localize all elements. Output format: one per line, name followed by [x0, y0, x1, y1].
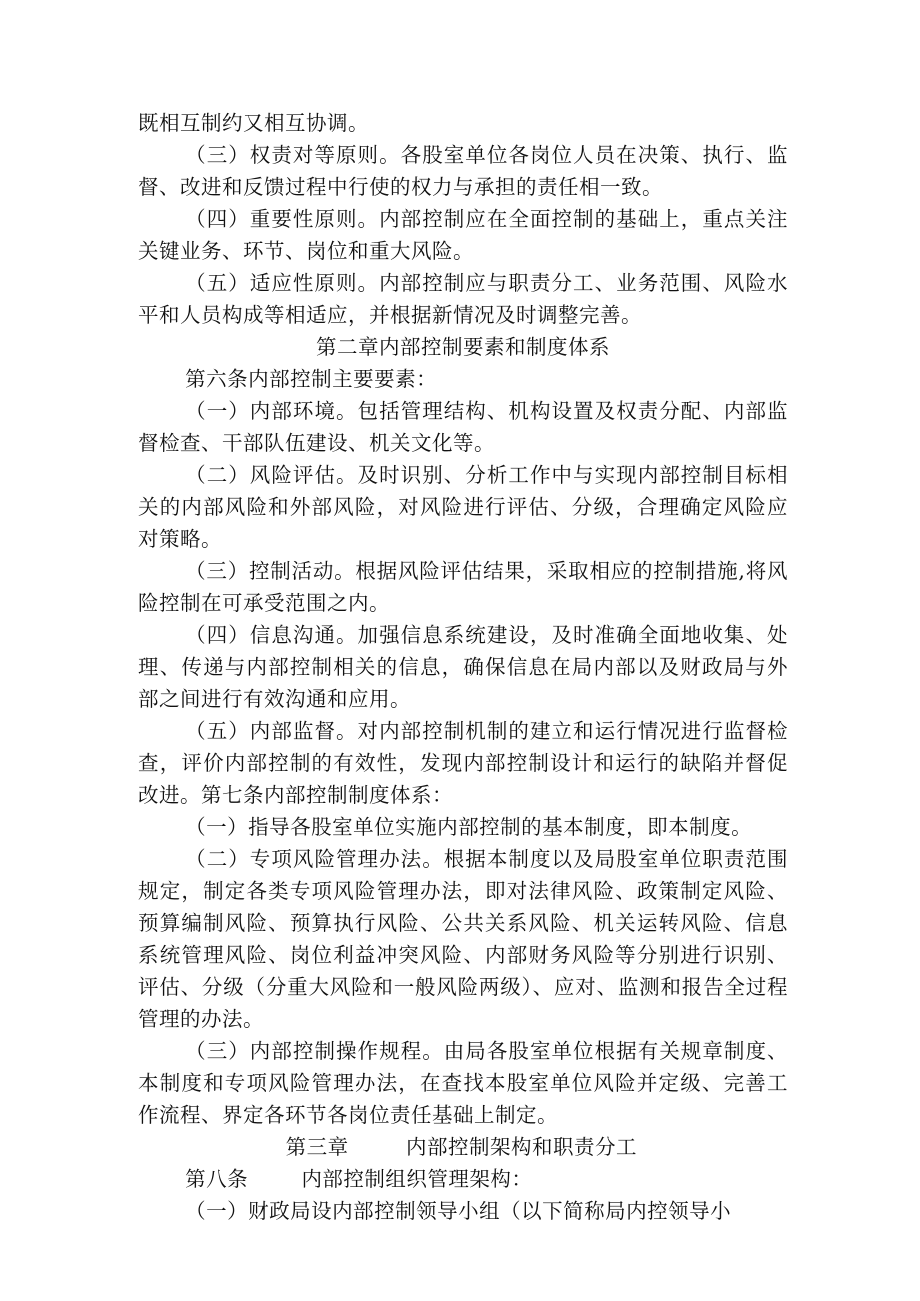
- paragraph-element-3: （三）控制活动。根据风险评估结果，采取相应的控制措施,将风险控制在可承受范围之内。: [138, 559, 788, 615]
- chapter-3-title: 内部控制架构和职责分工: [405, 1135, 637, 1159]
- paragraph-system-2: （二）专项风险管理办法。根据本制度以及局股室单位职责范围规定，制定各类专项风险管理办法，即对法律风险、政策制定风险、预算编制风险、预算执行风险、公共关系风险、机关运转风险、信息系统管理风险、岗位利益冲突风险、内部财务风险等分别进行识别、评估、分级（分重大风险和一般风险两级）、应对、监测和报告全过程管理的办法。: [138, 847, 788, 1031]
- paragraph-structure-1: （一）财政局设内部控制领导小组（以下简称局内控领导小: [185, 1199, 732, 1223]
- paragraph-element-1: （一）内部环境。包括管理结构、机构设置及权责分配、内部监督检查、干部队伍建设、机关文化等。: [138, 399, 788, 455]
- paragraph-element-2: （二）风险评估。及时识别、分析工作中与实现内部控制目标相关的内部风险和外部风险，对风险进行评估、分级，合理确定风险应对策略。: [138, 463, 788, 551]
- article-6-heading: 第六条内部控制主要要素：: [185, 367, 438, 391]
- paragraph-principle-3: （三）权责对等原则。各股室单位各岗位人员在决策、执行、监督、改进和反馈过程中行使的权力与承担的责任相一致。: [138, 143, 788, 199]
- paragraph-system-3: （三）内部控制操作规程。由局各股室单位根据有关规章制度、本制度和专项风险管理办法，在查找本股室单位风险并定级、完善工作流程、界定各环节各岗位责任基础上制定。: [138, 1039, 788, 1127]
- paragraph-element-4: （四）信息沟通。加强信息系统建设，及时准确全面地收集、处理、传递与内部控制相关的信息，确保信息在局内部以及财政局与外部之间进行有效沟通和应用。: [138, 623, 788, 711]
- chapter-3-number: 第三章: [285, 1135, 349, 1159]
- paragraph-element-5: （五）内部监督。对内部控制机制的建立和运行情况进行监督检查，评价内部控制的有效性，发现内部控制设计和运行的缺陷并督促改进。第七条内部控制制度体系：: [138, 719, 788, 807]
- paragraph-continuation: 既相互制约又相互协调。: [138, 111, 369, 135]
- paragraph-principle-5: （五）适应性原则。内部控制应与职责分工、业务范围、风险水平和人员构成等相适应，并根据新情况及时调整完善。: [138, 271, 788, 327]
- article-8-number: 第八条: [185, 1167, 249, 1191]
- paragraph-system-1: （一）指导各股室单位实施内部控制的基本制度，即本制度。: [185, 815, 753, 839]
- article-8-title: 内部控制组织管理架构：: [301, 1167, 533, 1191]
- paragraph-principle-4: （四）重要性原则。内部控制应在全面控制的基础上，重点关注关键业务、环节、岗位和重大风险。: [138, 207, 788, 263]
- chapter-2-heading: 第二章内部控制要素和制度体系: [316, 335, 610, 359]
- article-8-heading: [138, 1163, 788, 1195]
- chapter-3-heading: [138, 1131, 788, 1163]
- document-body: [138, 107, 788, 1227]
